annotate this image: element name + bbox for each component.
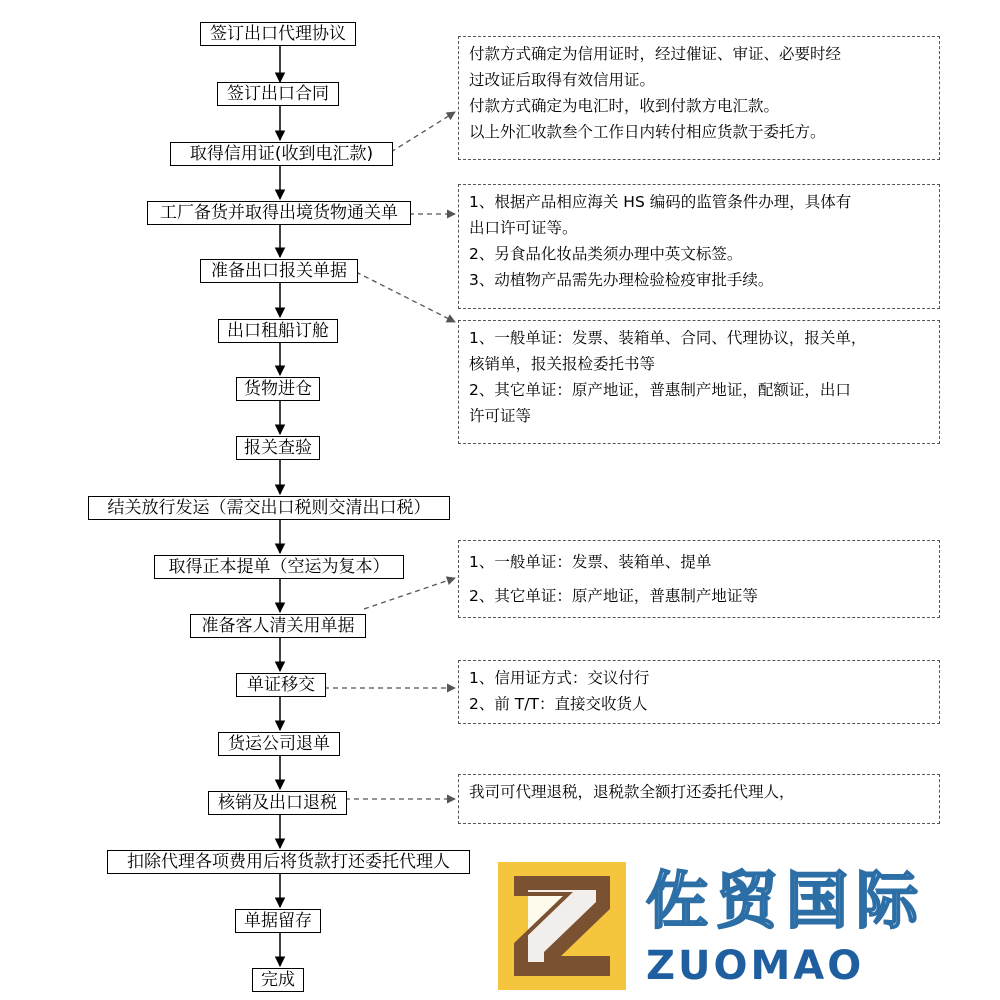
- step-obtain-lc: 取得信用证(收到电汇款): [170, 142, 393, 166]
- note-link: [356, 272, 455, 322]
- step-sign-export-contract: 签订出口合同: [217, 82, 339, 106]
- company-logo: [498, 858, 928, 994]
- note-link: [364, 578, 455, 609]
- note-line: 1、信用证方式：交议付行: [469, 669, 650, 687]
- note-line: 2、另食品化妆品类须办理中英文标签。: [469, 245, 743, 263]
- step-original-bl: 取得正本提单（空运为复本）: [154, 555, 404, 579]
- note-line: 1、一般单证：发票、装箱单、合同、代理协议，报关单，: [469, 329, 867, 347]
- step-verification-tax-refund: 核销及出口退税: [208, 791, 347, 815]
- note-line: 1、根据产品相应海关 HS 编码的监管条件办理，具体有: [469, 193, 852, 211]
- step-complete: 完成: [252, 968, 304, 992]
- note-line: 过改证后取得有效信用证。: [469, 71, 656, 89]
- step-customs-inspection: 报关查验: [236, 436, 320, 460]
- note-handover-method: [458, 660, 940, 724]
- note-line: 出口许可证等。: [469, 219, 578, 237]
- note-line: 以上外汇收款叁个工作日内转付相应货款于委托方。: [469, 123, 826, 141]
- step-forwarder-return: 货运公司退单: [218, 732, 340, 756]
- note-line: 2、其它单证：原产地证，普惠制产地证等: [469, 587, 758, 605]
- note-payment: [458, 36, 940, 160]
- step-archive-documents: 单据留存: [235, 909, 321, 933]
- note-line: 1、一般单证：发票、装箱单、提单: [469, 553, 712, 571]
- note-customs-documents: [458, 320, 940, 444]
- note-line: 2、前 T/T：直接交收货人: [469, 695, 648, 713]
- step-goods-warehouse: 货物进仓: [236, 377, 320, 401]
- step-factory-stock: 工厂备货并取得出境货物通关单: [147, 201, 411, 225]
- note-line: 许可证等: [469, 407, 532, 425]
- note-line: 2、其它单证：原产地证，普惠制产地证，配额证，出口: [469, 381, 851, 399]
- step-prepare-customs-docs: 准备出口报关单据: [200, 259, 358, 283]
- note-link: [391, 112, 455, 152]
- step-document-handover: 单证移交: [236, 673, 326, 697]
- logo-english-name: ZUOMAO: [646, 943, 865, 989]
- step-book-shipping: 出口租船订舱: [218, 319, 338, 343]
- step-client-clearance-docs: 准备客人清关用单据: [190, 614, 366, 638]
- logo-z-mark: [498, 862, 626, 990]
- step-clearance-shipment: 结关放行发运（需交出口税则交清出口税）: [88, 496, 450, 520]
- step-sign-agency-agreement: 签订出口代理协议: [200, 22, 356, 46]
- note-line: 我司可代理退税，退税款全额打还委托代理人，: [469, 783, 795, 801]
- note-line: 核销单，报关报检委托书等: [469, 355, 656, 373]
- step-deduct-fees-remit: 扣除代理各项费用后将货款打还委托代理人: [107, 850, 470, 874]
- note-line: 付款方式确定为信用证时，经过催证、审证、必要时经: [469, 45, 842, 63]
- note-stock-requirements: [458, 184, 940, 309]
- note-tax-refund: [458, 774, 940, 824]
- note-clearance-documents: [458, 540, 940, 618]
- note-line: 3、动植物产品需先办理检验检疫审批手续。: [469, 271, 774, 289]
- note-line: 付款方式确定为电汇时，收到付款方电汇款。: [469, 97, 780, 115]
- logo-chinese-name: 佐贸国际: [646, 864, 927, 937]
